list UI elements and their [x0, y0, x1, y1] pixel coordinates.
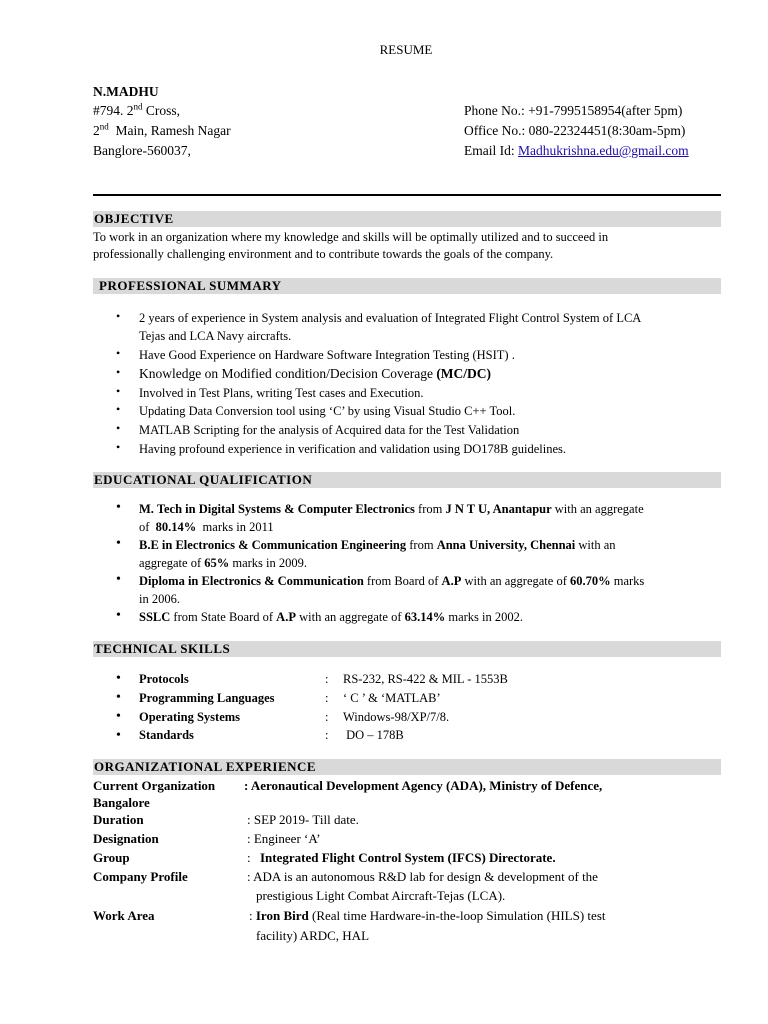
bullet-icon: • [116, 500, 121, 515]
list-item: SSLC from State Board of A.P with an aggregate of 63.14% marks in 2002. [139, 610, 524, 624]
education-heading: EDUCATIONAL QUALIFICATION [93, 472, 721, 488]
list-item: Having profound experience in verification and validation using DO178B guidelines. [139, 442, 566, 456]
skill-label: Operating Systems [139, 710, 241, 724]
duration-label: Duration [93, 812, 144, 827]
group-value: Integrated Flight Control System (IFCS) Directorate. [260, 850, 556, 865]
skill-colon: : [325, 728, 329, 742]
summary-heading: PROFESSIONAL SUMMARY [93, 278, 721, 294]
email-line: Email Id: Madhukrishna.edu@gmail.com [464, 143, 689, 158]
list-item: M. Tech in Digital Systems & Computer Electronics from J N T U, Anantapur with an aggregate of 80.14% marks in 2011 [139, 502, 644, 534]
office-number: Office No.: 080-22324451(8:30am-5pm) [464, 123, 686, 138]
address-line-3: Banglore-560037, [93, 143, 191, 158]
list-item: MATLAB Scripting for the analysis of Acquired data for the Test Validation [139, 423, 520, 437]
skill-colon: : [325, 710, 329, 724]
skills-heading: TECHNICAL SKILLS [93, 641, 721, 657]
group-label: Group [93, 850, 130, 865]
current-org-value-cont: Bangalore [93, 795, 150, 810]
designation-value: : Engineer ‘A’ [247, 831, 321, 846]
current-org-label: Current Organization [93, 778, 216, 793]
designation-label: Designation [93, 831, 159, 846]
bullet-icon: • [116, 346, 121, 360]
work-area-label: Work Area [93, 908, 155, 923]
group-colon: : [247, 850, 251, 865]
bullet-icon: • [116, 365, 121, 379]
candidate-name: N.MADHU [93, 84, 159, 99]
email-link[interactable]: Madhukrishna.edu@gmail.com [518, 143, 689, 158]
bullet-icon: • [116, 572, 121, 587]
address-line-2: 2nd Main, Ramesh Nagar [93, 121, 231, 138]
objective-heading: OBJECTIVE [93, 211, 721, 227]
bullet-icon: • [116, 440, 121, 454]
objective-text: To work in an organization where my knowledge and skills will be optimally utilized and to succeed in professionally challenging environment and to contribute towards the goals of the company. [93, 230, 609, 261]
list-item: Knowledge on Modified condition/Decision Coverage (MC/DC) [139, 366, 492, 381]
skill-value: Windows-98/XP/7/8. [343, 710, 450, 724]
skill-value: DO – 178B [343, 728, 404, 742]
list-item: 2 years of experience in System analysis and evaluation of Integrated Flight Control System of LCA Tejas and LCA Navy aircrafts. [139, 311, 642, 343]
list-item: Involved in Test Plans, writing Test cases and Execution. [139, 386, 424, 400]
bullet-icon: • [116, 709, 121, 724]
bullet-icon: • [116, 384, 121, 398]
list-item: Diploma in Electronics & Communication from Board of A.P with an aggregate of 60.70% marks in 2006. [139, 574, 645, 606]
skill-label: Programming Languages [139, 691, 275, 705]
experience-heading: ORGANIZATIONAL EXPERIENCE [93, 759, 721, 775]
document-title: RESUME [379, 42, 433, 57]
header-divider [93, 194, 721, 196]
list-item: B.E in Electronics & Communication Engineering from Anna University, Chennai with an aggregate of 65% marks in 2009. [139, 538, 616, 570]
skill-label: Standards [139, 728, 194, 742]
list-item: Have Good Experience on Hardware Software Integration Testing (HSIT) . [139, 348, 515, 362]
company-profile-value: : ADA is an autonomous R&D lab for design & development of the [247, 869, 598, 884]
company-profile-value-cont: prestigious Light Combat Aircraft-Tejas (LCA). [256, 888, 506, 903]
phone-number: Phone No.: +91-7995158954(after 5pm) [464, 103, 683, 118]
work-area-value-cont: facility) ARDC, HAL [256, 928, 370, 943]
skill-value: RS-232, RS-422 & MIL - 1553B [343, 672, 508, 686]
work-area-value: : Iron Bird (Real time Hardware-in-the-loop Simulation (HILS) test [249, 908, 606, 923]
skill-colon: : [325, 691, 329, 705]
skill-value: ‘ C ’ & ‘MATLAB’ [343, 691, 441, 705]
bullet-icon: • [116, 671, 121, 686]
list-item: Updating Data Conversion tool using ‘C’ by using Visual Studio C++ Tool. [139, 404, 516, 418]
current-org-value: : Aeronautical Development Agency (ADA), Ministry of Defence, [244, 778, 603, 793]
bullet-icon: • [116, 728, 121, 743]
skill-colon: : [325, 672, 329, 686]
bullet-icon: • [116, 421, 121, 435]
company-profile-label: Company Profile [93, 869, 188, 884]
bullet-icon: • [116, 608, 121, 623]
skill-label: Protocols [139, 672, 189, 686]
address-line-1: #794. 2nd Cross, [93, 101, 181, 118]
bullet-icon: • [116, 402, 121, 416]
bullet-icon: • [116, 309, 121, 323]
duration-value: : SEP 2019- Till date. [247, 812, 359, 827]
bullet-icon: • [116, 690, 121, 705]
bullet-icon: • [116, 536, 121, 551]
